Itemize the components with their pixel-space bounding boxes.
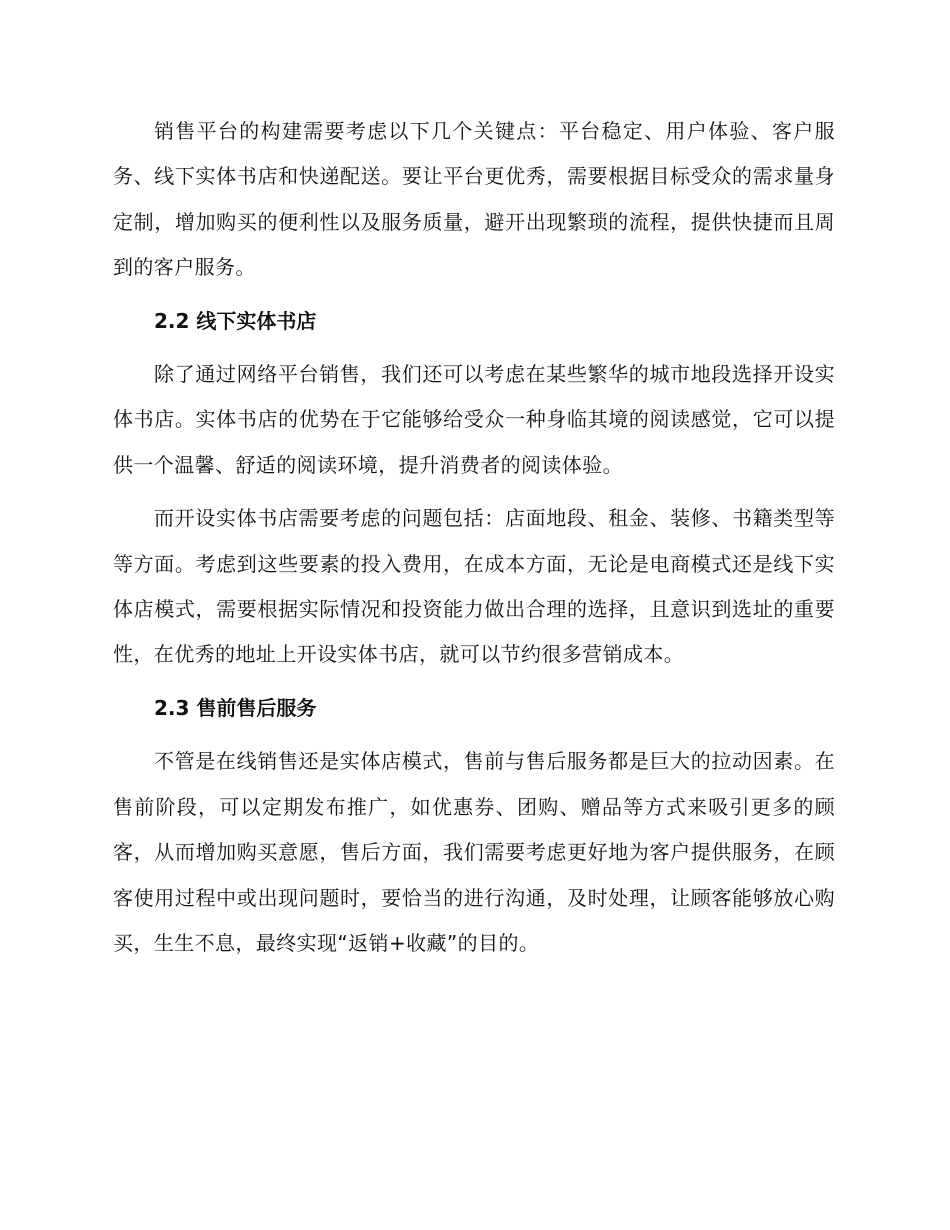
paragraph-offline-bookstore-considerations: 而开设实体书店需要考虑的问题包括：店面地段、租金、装修、书籍类型等等方面。考虑到这些要素的投入费用，在成本方面，无论是电商模式还是线下实体店模式，需要根据实际情况和投资能力做出合理的选择，且意识到选址的重要性，在优秀的地址上开设实体书店，就可以节约很多营销成本。 [113,506,835,667]
paragraph-offline-bookstore-advantage: 除了通过网络平台销售，我们还可以考虑在某些繁华的城市地段选择开设实体书店。实体书店的优势在于它能够给受众一种身临其境的阅读感觉，它可以提供一个温馨、舒适的阅读环境，提升消费者的阅读体验。 [113,362,835,477]
paragraph-platform-keypoints: 销售平台的构建需要考虑以下几个关键点：平台稳定、用户体验、客户服务、线下实体书店和快递配送。要让平台更优秀，需要根据目标受众的需求量身定制，增加购买的便利性以及服务质量，避开出现繁琐的流程，提供快捷而且周到的客户服务。 [113,119,835,280]
section-heading-pre-post-sales-service: 2.3 售前售后服务 [154,695,317,720]
section-heading-offline-bookstore: 2.2 线下实体书店 [154,308,317,333]
paragraph-pre-post-sales-service: 不管是在线销售还是实体店模式，售前与售后服务都是巨大的拉动因素。在售前阶段，可以定期发布推广，如优惠券、团购、赠品等方式来吸引更多的顾客，从而增加购买意愿，售后方面，我们需要考虑更好地为客户提供服务，在顾客使用过程中或出现问题时，要恰当的进行沟通，及时处理，让顾客能够放心购买，生生不息，最终实现“返销+收藏”的目的。 [113,749,835,955]
document-body [113,109,835,966]
